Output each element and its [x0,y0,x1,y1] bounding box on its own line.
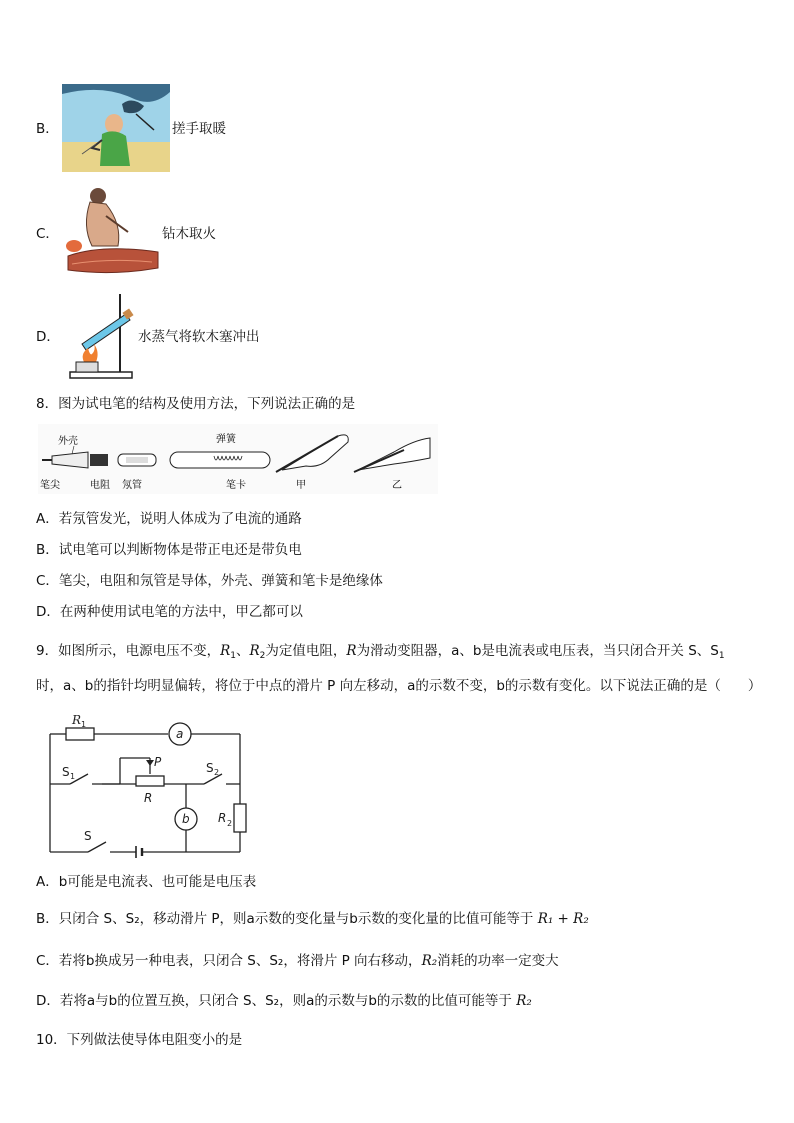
rubbing-hands-picture [62,84,170,172]
svg-text:1: 1 [70,772,76,781]
drilling-wood-fire-picture [62,186,162,278]
q9-option-d: D．若将a与b的位置互换，只闭合 S、S₂，则a的示数与b的示数的比值可能等于 R₂ [36,993,532,1009]
label-jia: 甲 [296,480,306,491]
svg-text:b: b [182,812,190,826]
label-resistor: 电阻 [90,480,110,491]
q8-option-a: A．若氖管发光，说明人体成为了电流的通路 [36,511,302,527]
label-yi: 乙 [392,480,402,491]
svg-text:2: 2 [227,819,233,828]
svg-text:S: S [206,761,214,775]
label-clip: 笔卡 [226,480,246,491]
q9-circuit-diagram [36,708,250,860]
svg-text:R: R [218,811,227,825]
svg-text:2: 2 [214,768,220,777]
q9-option-c: C．若将b换成另一种电表，只闭合 S、S₂，将滑片 P 向右移动，R₂消耗的功率一定变大 [36,953,559,969]
label-shell: 外壳 [58,436,78,447]
label-neon: 氖管 [122,480,142,491]
q7-option-c-caption: 钻木取火 [162,226,216,242]
svg-text:S: S [62,765,70,779]
q8-option-c: C．笔尖，电阻和氖管是导体，外壳、弹簧和笔卡是绝缘体 [36,573,383,589]
q8-option-d: D．在两种使用试电笔的方法中，甲乙都可以 [36,604,303,620]
q10-stem: 10．下列做法使导体电阻变小的是 [36,1032,243,1048]
svg-text:R: R [72,713,82,727]
svg-text:P: P [154,755,162,769]
q9-option-b: B．只闭合 S、S₂，移动滑片 P，则a示数的变化量与b示数的变化量的比值可能等于 R₁ + R₂ [36,911,589,927]
svg-text:1: 1 [81,720,87,729]
q7-option-d-label: D． [36,329,60,345]
label-spring: 弹簧 [216,434,236,445]
q7-option-c-label: C． [36,226,59,242]
q9-option-a: A．b可能是电流表、也可能是电压表 [36,874,257,890]
q9-stem-line2: 时，a、b的指针均明显偏转，将位于中点的滑片 P 向左移动，a的示数不变，b的示数有变化。以下说法正确的是（ ） [36,678,762,694]
resistor-r1 [66,728,94,740]
q8-stem: 8．图为试电笔的结构及使用方法，下列说法正确的是 [36,396,356,412]
label-tip: 笔尖 [40,480,60,491]
svg-text:S: S [84,829,92,843]
test-pencil-figure [38,424,438,494]
test-tube-steam-picture [68,292,136,382]
svg-text:a: a [176,727,184,741]
q9-stem-line1: 9．如图所示，电源电压不变，$R_1$、$R_2$为定值电阻，R为滑动变阻器，a、b是电流表或电压表，当只闭合开关 S、$S_1$ [36,643,725,661]
q7-option-b-caption: 搓手取暖 [172,121,226,137]
resistor-r2 [234,804,246,832]
q7-option-b-label: B． [36,121,59,137]
svg-text:R: R [144,791,153,805]
rheostat-r [136,776,164,786]
q7-option-d-caption: 水蒸气将软木塞冲出 [138,329,260,345]
q8-option-b: B．试电笔可以判断物体是带正电还是带负电 [36,542,302,558]
